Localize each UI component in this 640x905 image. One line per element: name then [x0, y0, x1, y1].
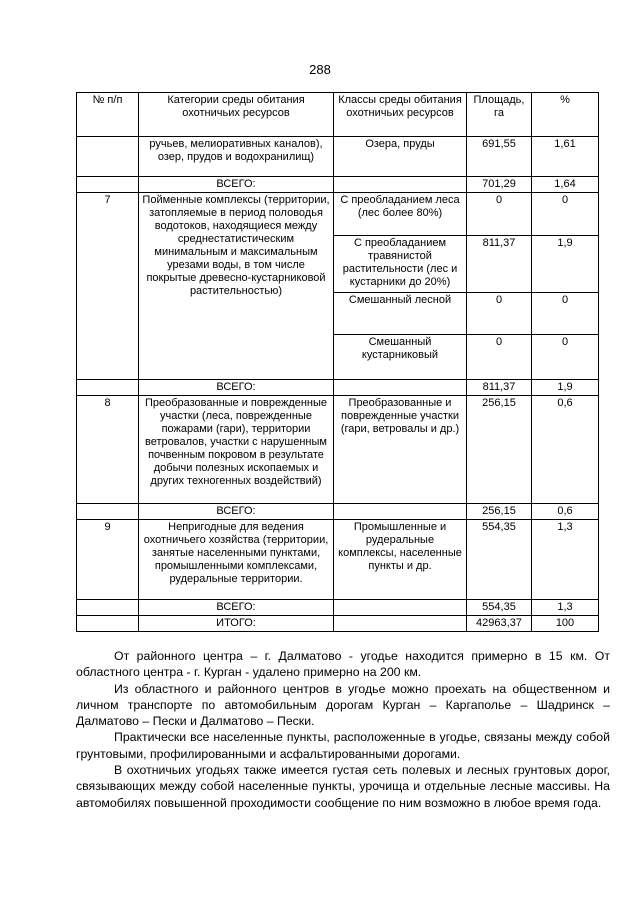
- pct-cell: 1,3: [532, 520, 599, 600]
- num-cell: 7: [77, 193, 139, 380]
- header-class: Классы среды обитания охотничьих ресурсов: [334, 93, 467, 137]
- total-pct: 0,6: [532, 504, 599, 520]
- pct-cell: 0: [532, 335, 599, 380]
- total-row: [77, 177, 599, 193]
- area-cell: 811,37: [467, 236, 532, 293]
- grand-total-area: 42963,37: [467, 616, 532, 632]
- total-area: 811,37: [467, 380, 532, 396]
- total-row: [77, 380, 599, 396]
- area-cell: 691,55: [467, 137, 532, 177]
- total-area: 256,15: [467, 504, 532, 520]
- pct-cell: 1,61: [532, 137, 599, 177]
- class-cell: Смешанный кустарниковый: [334, 335, 467, 380]
- table-row: [77, 193, 599, 236]
- total-row: [77, 504, 599, 520]
- header-pct: %: [532, 93, 599, 137]
- header-num: № п/п: [77, 93, 139, 137]
- category-cell: ручьев, мелиоративных каналов), озер, прудов и водохранилищ): [139, 137, 334, 177]
- total-label: ВСЕГО:: [139, 380, 334, 396]
- paragraph: От районного центра – г. Далматово - угодье находится примерно в 15 км. От областного центра - г. Курган - удалено примерно на 200 км.: [76, 649, 610, 680]
- category-cell: Пойменные комплексы (территории, затопляемые в период половодья водотоков, находящиеся между среднестатистическим минимальным и максимальным урезами воды, в том числе покрытые древесно-кустарниковой растительностью): [139, 193, 334, 380]
- pct-cell: 1,9: [532, 236, 599, 293]
- total-label: ВСЕГО:: [139, 177, 334, 193]
- pct-cell: 0,6: [532, 396, 599, 504]
- area-cell: 554,35: [467, 520, 532, 600]
- grand-total-label: ИТОГО:: [139, 616, 334, 632]
- total-pct: 1,3: [532, 600, 599, 616]
- body-text: [76, 648, 610, 811]
- total-pct: 1,9: [532, 380, 599, 396]
- area-cell: 256,15: [467, 396, 532, 504]
- class-cell: С преобладанием леса (лес более 80%): [334, 193, 467, 236]
- class-cell: Преобразованные и поврежденные участки (гари, ветровалы и др.): [334, 396, 467, 504]
- class-cell: Смешанный лесной: [334, 293, 467, 335]
- class-cell: С преобладанием травянистой растительности (лес и кустарники до 20%): [334, 236, 467, 293]
- header-area: Площадь, га: [467, 93, 532, 137]
- total-area: 701,29: [467, 177, 532, 193]
- table-row: [77, 520, 599, 600]
- table-row: [77, 396, 599, 504]
- habitat-table: [76, 92, 599, 632]
- total-area: 554,35: [467, 600, 532, 616]
- total-label: ВСЕГО:: [139, 600, 334, 616]
- class-cell: Промышленные и рудеральные комплексы, населенные пункты и др.: [334, 520, 467, 600]
- class-cell: Озера, пруды: [334, 137, 467, 177]
- category-cell: Преобразованные и поврежденные участки (леса, поврежденные пожарами (гари), территории ветровалов, участки с нарушенным почвенным покровом в результате добычи полезных ископаемых и других техногенных воздействий): [139, 396, 334, 504]
- paragraph: В охотничьих угодьях также имеется густая сеть полевых и лесных грунтовых дорог, связывающих между собой населенные пункты, урочища и отдельные лесные массивы. На автомобилях повышенной проходимости сообщение по ним возможно в любое время года.: [76, 763, 610, 810]
- page-number: 288: [309, 62, 331, 77]
- pct-cell: 0: [532, 293, 599, 335]
- total-pct: 1,64: [532, 177, 599, 193]
- paragraph: Из областного и районного центров в угодье можно проехать на общественном и личном транспорте по автомобильным дорогам Курган – Каргаполье – Шадринск – Далматово – Пески и Далматово – Пески.: [76, 681, 610, 729]
- num-cell: 8: [77, 396, 139, 504]
- header-category: Категории среды обитания охотничьих ресурсов: [139, 93, 334, 137]
- category-cell: Непригодные для ведения охотничьего хозяйства (территории, занятые населенными пунктами, промышленными комплексами, рудеральные территории.: [139, 520, 334, 600]
- grand-total-pct: 100: [532, 616, 599, 632]
- area-cell: 0: [467, 193, 532, 236]
- total-row: [77, 600, 599, 616]
- table-row: [77, 137, 599, 177]
- num-cell: 9: [77, 520, 139, 600]
- area-cell: 0: [467, 335, 532, 380]
- total-label: ВСЕГО:: [139, 504, 334, 520]
- pct-cell: 0: [532, 193, 599, 236]
- grand-total-row: [77, 616, 599, 632]
- area-cell: 0: [467, 293, 532, 335]
- paragraph: Практически все населенные пункты, расположенные в угодье, связаны между собой грунтовыми, профилированными и асфальтированными дорогами.: [76, 730, 610, 761]
- table-header-row: [77, 93, 599, 137]
